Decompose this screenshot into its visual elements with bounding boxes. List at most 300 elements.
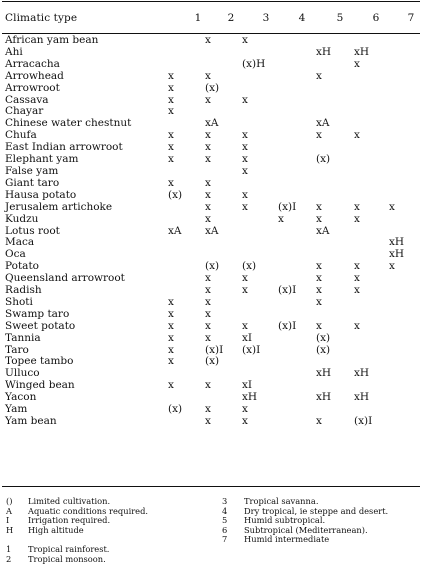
climate-cell-5: x bbox=[316, 273, 322, 285]
table-row bbox=[2, 106, 423, 118]
legend-symbol: 3 bbox=[222, 496, 228, 506]
climate-cell-4 bbox=[278, 106, 316, 118]
table-row bbox=[2, 297, 423, 309]
table-row bbox=[2, 130, 423, 142]
climate-cell-5: x bbox=[316, 296, 322, 308]
climate-cell-7 bbox=[389, 380, 423, 392]
table-row bbox=[2, 237, 423, 249]
climate-cell-6 bbox=[354, 178, 389, 190]
climate-cell-2: x bbox=[205, 213, 211, 225]
climate-cell-7: x bbox=[389, 261, 395, 273]
climate-cell-3: x bbox=[242, 416, 248, 427]
climate-cell-1 bbox=[168, 392, 205, 404]
climate-cell-3 bbox=[242, 214, 278, 226]
climate-cell-7 bbox=[389, 166, 423, 178]
table-row bbox=[2, 154, 423, 166]
climate-cell-1 bbox=[168, 118, 205, 130]
climate-cell-1: x bbox=[168, 106, 174, 118]
climate-cell-3: (x)I bbox=[242, 344, 261, 356]
climate-cell-4 bbox=[278, 35, 316, 47]
table-row bbox=[2, 226, 423, 238]
climate-cell-5 bbox=[316, 59, 354, 71]
climate-cell-1: x bbox=[168, 154, 174, 166]
climate-cell-4 bbox=[278, 47, 316, 59]
climate-cell-6 bbox=[354, 71, 389, 83]
climate-cell-6 bbox=[354, 404, 389, 416]
climate-cell-6 bbox=[354, 333, 389, 345]
climate-cell-4 bbox=[278, 166, 316, 178]
climate-cell-5: xH bbox=[316, 392, 332, 404]
climate-cell-7 bbox=[389, 226, 423, 238]
climate-cell-5: xH bbox=[316, 368, 332, 380]
climate-cell-1 bbox=[168, 249, 205, 261]
climate-cell-2 bbox=[205, 166, 242, 178]
climate-cell-6: x bbox=[354, 201, 360, 213]
climate-cell-4 bbox=[278, 118, 316, 130]
climate-cell-3 bbox=[242, 309, 278, 321]
climate-cell-6 bbox=[354, 83, 389, 95]
climate-cell-4 bbox=[278, 83, 316, 95]
climate-cell-5: x bbox=[316, 261, 322, 273]
climate-cell-7 bbox=[389, 297, 423, 309]
legend-text: Tropical rainforest. bbox=[28, 544, 110, 554]
crop-name: African yam bean bbox=[5, 35, 99, 46]
climate-cell-3 bbox=[242, 83, 278, 95]
climate-cell-4 bbox=[278, 237, 316, 249]
climate-cell-1: x bbox=[168, 177, 174, 189]
climate-cell-6 bbox=[354, 95, 389, 107]
climate-cell-2 bbox=[205, 106, 242, 118]
crop-name: Tannia bbox=[5, 332, 41, 344]
climate-cell-3: xI bbox=[242, 332, 253, 344]
column-header-6: 6 bbox=[372, 12, 380, 24]
crop-name: Ahi bbox=[5, 46, 23, 58]
climate-cell-4 bbox=[278, 130, 316, 142]
climate-cell-1 bbox=[168, 202, 205, 214]
header-rule bbox=[2, 33, 420, 34]
climate-cell-1: x bbox=[168, 82, 174, 94]
table-row bbox=[2, 214, 423, 226]
climate-cell-3: x bbox=[242, 130, 248, 142]
climate-cell-7 bbox=[389, 71, 423, 83]
crop-name: Arrowhead bbox=[5, 70, 64, 82]
climate-cell-2 bbox=[205, 47, 242, 59]
climate-cell-3: x bbox=[242, 142, 248, 154]
climate-cell-7 bbox=[389, 178, 423, 190]
climate-cell-6: x bbox=[354, 320, 360, 332]
climate-cell-6 bbox=[354, 309, 389, 321]
climate-cell-6 bbox=[354, 142, 389, 154]
climate-cell-4 bbox=[278, 142, 316, 154]
legend-symbol: 2 bbox=[6, 553, 12, 564]
legend-climate-types-b bbox=[222, 497, 422, 545]
climate-cell-4 bbox=[278, 261, 316, 273]
climate-cell-3: x bbox=[242, 201, 248, 213]
climate-cell-5 bbox=[316, 356, 354, 368]
climate-cell-6 bbox=[354, 154, 389, 166]
crop-name: Winged bean bbox=[5, 380, 75, 392]
legend-symbols bbox=[6, 497, 206, 535]
table-row bbox=[2, 273, 423, 285]
climate-cell-5: x bbox=[316, 213, 322, 225]
climate-cell-2 bbox=[205, 368, 242, 380]
climate-cell-3 bbox=[242, 47, 278, 59]
climate-cell-4 bbox=[278, 297, 316, 309]
legend-text: Dry tropical, ie steppe and desert. bbox=[244, 505, 389, 516]
climate-cell-4 bbox=[278, 368, 316, 380]
crop-name: Giant taro bbox=[5, 177, 60, 189]
climate-cell-2 bbox=[205, 392, 242, 404]
climate-cell-4 bbox=[278, 154, 316, 166]
climate-cell-3 bbox=[242, 368, 278, 380]
table-row bbox=[2, 285, 423, 297]
crop-name: Lotus root bbox=[5, 225, 60, 237]
climate-cell-7 bbox=[389, 154, 423, 166]
climate-cell-7 bbox=[389, 345, 423, 357]
climate-cell-4 bbox=[278, 59, 316, 71]
climate-cell-6: x bbox=[354, 273, 360, 285]
crop-name: Yam bbox=[5, 404, 28, 416]
climate-cell-5: x bbox=[316, 285, 322, 297]
climate-cell-5: x bbox=[316, 70, 322, 82]
climate-cell-7 bbox=[389, 59, 423, 71]
climate-cell-3 bbox=[242, 297, 278, 309]
legend-text: Limited cultivation. bbox=[28, 496, 111, 506]
climate-cell-6 bbox=[354, 380, 389, 392]
legend-symbol: A bbox=[6, 505, 12, 516]
climate-cell-4 bbox=[278, 356, 316, 368]
climate-cell-6 bbox=[354, 226, 389, 238]
climate-cell-7 bbox=[389, 47, 423, 59]
table-row bbox=[2, 356, 423, 368]
table-row bbox=[2, 118, 423, 130]
column-header-1: 1 bbox=[194, 12, 202, 24]
climate-cell-6 bbox=[354, 106, 389, 118]
climate-cell-7 bbox=[389, 309, 423, 321]
climate-cell-2: xA bbox=[205, 118, 219, 130]
climate-cell-5 bbox=[316, 309, 354, 321]
crop-name: Arrowroot bbox=[5, 82, 60, 94]
table-row bbox=[2, 95, 423, 107]
climate-cell-3: x bbox=[242, 189, 248, 201]
crop-name: Oca bbox=[5, 249, 26, 261]
top-rule bbox=[2, 1, 420, 2]
crop-name: Topee tambo bbox=[5, 356, 74, 368]
climate-cell-1: x bbox=[168, 296, 174, 308]
column-header-3: 3 bbox=[262, 12, 270, 24]
climate-cell-7 bbox=[389, 321, 423, 333]
climate-cell-1: x bbox=[168, 70, 174, 82]
climate-cell-6 bbox=[354, 249, 389, 261]
climate-cell-4 bbox=[278, 178, 316, 190]
climate-cell-1 bbox=[168, 59, 205, 71]
climate-cell-1: x bbox=[168, 380, 174, 392]
climate-cell-1: x bbox=[168, 344, 174, 356]
climate-cell-1: x bbox=[168, 308, 174, 320]
climate-cell-3: xH bbox=[242, 392, 258, 404]
climate-cell-3: xI bbox=[242, 380, 253, 392]
climate-cell-3: x bbox=[242, 165, 248, 177]
climate-cell-7 bbox=[389, 130, 423, 142]
climate-cell-6 bbox=[354, 118, 389, 130]
climate-cell-4 bbox=[278, 345, 316, 357]
climate-cell-3 bbox=[242, 237, 278, 249]
table-row bbox=[2, 309, 423, 321]
climate-cell-1 bbox=[168, 261, 205, 273]
table-row bbox=[2, 368, 423, 380]
table-row bbox=[2, 47, 423, 59]
climate-cell-2: x bbox=[205, 380, 211, 392]
climate-cell-7 bbox=[389, 190, 423, 202]
climate-cell-5 bbox=[316, 95, 354, 107]
climate-cell-3 bbox=[242, 356, 278, 368]
climate-cell-2: x bbox=[205, 35, 211, 46]
climate-cell-1: (x) bbox=[168, 189, 183, 201]
climate-cell-1: x bbox=[168, 356, 174, 368]
climate-cell-2: x bbox=[205, 70, 211, 82]
climate-cell-5: xH bbox=[316, 46, 332, 58]
climate-cell-6 bbox=[354, 166, 389, 178]
crop-name: Sweet potato bbox=[5, 320, 76, 332]
climate-cell-3: x bbox=[242, 35, 248, 46]
climate-cell-5: xA bbox=[316, 118, 330, 130]
climate-cell-2: x bbox=[205, 332, 211, 344]
legend-symbol: 1 bbox=[6, 544, 12, 554]
crop-name: East Indian arrowroot bbox=[5, 142, 123, 154]
climate-cell-7 bbox=[389, 106, 423, 118]
climate-cell-7 bbox=[389, 416, 423, 428]
table-row bbox=[2, 190, 423, 202]
table-row bbox=[2, 249, 423, 261]
climate-cell-6 bbox=[354, 190, 389, 202]
climate-cell-6: (x)I bbox=[354, 416, 373, 427]
crop-name: Elephant yam bbox=[5, 154, 79, 166]
climate-cell-3: x bbox=[242, 285, 248, 297]
climate-cell-4: (x)I bbox=[278, 201, 297, 213]
climate-cell-2: x bbox=[205, 142, 211, 154]
climate-cell-5 bbox=[316, 106, 354, 118]
crop-name: False yam bbox=[5, 165, 59, 177]
climate-cell-6 bbox=[354, 237, 389, 249]
table-row bbox=[2, 35, 423, 47]
crop-name: Jerusalem artichoke bbox=[5, 201, 113, 213]
crop-name: Shoti bbox=[5, 296, 33, 308]
climate-cell-1 bbox=[168, 368, 205, 380]
climate-cell-3: (x)H bbox=[242, 58, 266, 70]
climate-cell-4 bbox=[278, 333, 316, 345]
legend-item bbox=[6, 526, 206, 536]
table-row bbox=[2, 404, 423, 416]
climate-cell-6: xH bbox=[354, 368, 370, 380]
climate-cell-7 bbox=[389, 95, 423, 107]
climate-cell-3 bbox=[242, 118, 278, 130]
legend-item bbox=[222, 535, 422, 545]
climate-cell-2: (x)I bbox=[205, 344, 224, 356]
legend-symbol: 6 bbox=[222, 524, 228, 535]
climate-cell-4: x bbox=[278, 213, 284, 225]
table-row bbox=[2, 83, 423, 95]
legend-symbol: H bbox=[6, 524, 14, 535]
climate-cell-5: (x) bbox=[316, 154, 331, 166]
climate-cell-5 bbox=[316, 178, 354, 190]
climate-cell-1 bbox=[168, 35, 205, 47]
climate-cell-6 bbox=[354, 356, 389, 368]
table-row bbox=[2, 380, 423, 392]
table-header-climatic-type: Climatic type bbox=[5, 12, 78, 24]
legend-text: Humid intermediate bbox=[244, 534, 330, 544]
crop-name: Yacon bbox=[5, 392, 37, 404]
climate-cell-3: (x) bbox=[242, 261, 257, 273]
climate-cell-6 bbox=[354, 345, 389, 357]
climate-cell-7 bbox=[389, 392, 423, 404]
climate-cell-4 bbox=[278, 190, 316, 202]
climate-cell-2: (x) bbox=[205, 356, 220, 368]
crop-name: Kudzu bbox=[5, 213, 39, 225]
climate-cell-2: x bbox=[205, 94, 211, 106]
table-row bbox=[2, 333, 423, 345]
table-row bbox=[2, 166, 423, 178]
legend-item bbox=[6, 555, 206, 565]
climate-cell-7 bbox=[389, 35, 423, 47]
climate-cell-7 bbox=[389, 333, 423, 345]
climate-cell-3 bbox=[242, 178, 278, 190]
legend-symbol: () bbox=[6, 496, 13, 506]
crop-name: Chufa bbox=[5, 130, 37, 142]
climate-cell-1: x bbox=[168, 320, 174, 332]
climate-cell-2: x bbox=[205, 130, 211, 142]
climate-cell-7 bbox=[389, 368, 423, 380]
climate-cell-4 bbox=[278, 309, 316, 321]
climate-cell-4 bbox=[278, 249, 316, 261]
column-header-4: 4 bbox=[298, 12, 306, 24]
climate-cell-4 bbox=[278, 380, 316, 392]
climate-cell-1 bbox=[168, 166, 205, 178]
climate-cell-6: xH bbox=[354, 46, 370, 58]
climate-cell-6: x bbox=[354, 58, 360, 70]
crop-climate-table bbox=[2, 35, 423, 428]
climate-cell-2: x bbox=[205, 320, 211, 332]
climate-cell-7 bbox=[389, 285, 423, 297]
climate-cell-5: x bbox=[316, 320, 322, 332]
climate-cell-6: x bbox=[354, 261, 360, 273]
climate-cell-5: (x) bbox=[316, 332, 331, 344]
climate-cell-5 bbox=[316, 166, 354, 178]
crop-name: Hausa potato bbox=[5, 189, 77, 201]
climate-cell-2: x bbox=[205, 285, 211, 297]
climate-cell-7 bbox=[389, 273, 423, 285]
climate-cell-1 bbox=[168, 47, 205, 59]
climate-cell-6 bbox=[354, 297, 389, 309]
column-header-2: 2 bbox=[227, 12, 235, 24]
climate-cell-7 bbox=[389, 118, 423, 130]
table-row bbox=[2, 392, 423, 404]
climate-cell-3: x bbox=[242, 154, 248, 166]
climate-cell-2 bbox=[205, 59, 242, 71]
climate-cell-1: x bbox=[168, 94, 174, 106]
climate-cell-3 bbox=[242, 226, 278, 238]
crop-name: Maca bbox=[5, 237, 35, 249]
climate-cell-4 bbox=[278, 95, 316, 107]
legend-text: Tropical monsoon. bbox=[28, 553, 106, 564]
crop-name: Chayar bbox=[5, 106, 44, 118]
climate-cell-4: (x)I bbox=[278, 285, 297, 297]
climate-cell-1 bbox=[168, 214, 205, 226]
climate-cell-4: (x)I bbox=[278, 320, 297, 332]
climate-cell-4 bbox=[278, 392, 316, 404]
table-row bbox=[2, 142, 423, 154]
crop-name: Potato bbox=[5, 261, 39, 273]
legend-symbol: 7 bbox=[222, 534, 228, 544]
climate-cell-5 bbox=[316, 380, 354, 392]
crop-name: Chinese water chestnut bbox=[5, 118, 132, 130]
climate-cell-2: x bbox=[205, 416, 211, 427]
climate-cell-2: x bbox=[205, 308, 211, 320]
climate-cell-7 bbox=[389, 404, 423, 416]
climate-cell-7: x bbox=[389, 201, 395, 213]
climate-cell-5 bbox=[316, 190, 354, 202]
table-row bbox=[2, 178, 423, 190]
climate-cell-7 bbox=[389, 83, 423, 95]
table-row bbox=[2, 202, 423, 214]
climate-cell-4 bbox=[278, 273, 316, 285]
climate-cell-6: xH bbox=[354, 392, 370, 404]
climate-cell-4 bbox=[278, 416, 316, 428]
table-row bbox=[2, 321, 423, 333]
climate-cell-5: (x) bbox=[316, 344, 331, 356]
legend-text: Tropical savanna. bbox=[244, 496, 319, 506]
climate-cell-7: xH bbox=[389, 237, 405, 249]
crop-name: Cassava bbox=[5, 94, 49, 106]
crop-name: Arracacha bbox=[5, 58, 60, 70]
climate-cell-1: x bbox=[168, 142, 174, 154]
column-header-7: 7 bbox=[407, 12, 415, 24]
climate-cell-6: x bbox=[354, 285, 360, 297]
table-row bbox=[2, 416, 423, 428]
climate-cell-2: x bbox=[205, 154, 211, 166]
climate-cell-3: x bbox=[242, 94, 248, 106]
climate-cell-7 bbox=[389, 214, 423, 226]
climate-cell-3: x bbox=[242, 320, 248, 332]
climate-cell-2: x bbox=[205, 296, 211, 308]
climate-cell-3: x bbox=[242, 404, 248, 416]
climate-cell-3 bbox=[242, 71, 278, 83]
legend-symbol: 5 bbox=[222, 515, 228, 525]
climate-cell-2: (x) bbox=[205, 82, 220, 94]
climate-cell-2: x bbox=[205, 189, 211, 201]
climate-cell-1: (x) bbox=[168, 404, 183, 416]
crop-name: Yam bean bbox=[5, 416, 57, 427]
climate-cell-2 bbox=[205, 249, 242, 261]
climate-cell-6: x bbox=[354, 130, 360, 142]
climate-cell-6: x bbox=[354, 213, 360, 225]
table-row bbox=[2, 345, 423, 357]
climate-cell-1 bbox=[168, 237, 205, 249]
climate-cell-5 bbox=[316, 35, 354, 47]
crop-name: Ulluco bbox=[5, 368, 40, 380]
climate-cell-4 bbox=[278, 226, 316, 238]
legend-climate-types-a bbox=[6, 545, 206, 564]
climate-cell-2: x bbox=[205, 177, 211, 189]
legend-symbol: I bbox=[6, 515, 10, 525]
climate-cell-7 bbox=[389, 142, 423, 154]
crop-name: Swamp taro bbox=[5, 308, 70, 320]
climate-cell-2: x bbox=[205, 404, 211, 416]
climate-cell-3 bbox=[242, 249, 278, 261]
climate-cell-3 bbox=[242, 106, 278, 118]
climate-cell-2: x bbox=[205, 201, 211, 213]
crop-name: Taro bbox=[5, 344, 29, 356]
climate-cell-5 bbox=[316, 404, 354, 416]
